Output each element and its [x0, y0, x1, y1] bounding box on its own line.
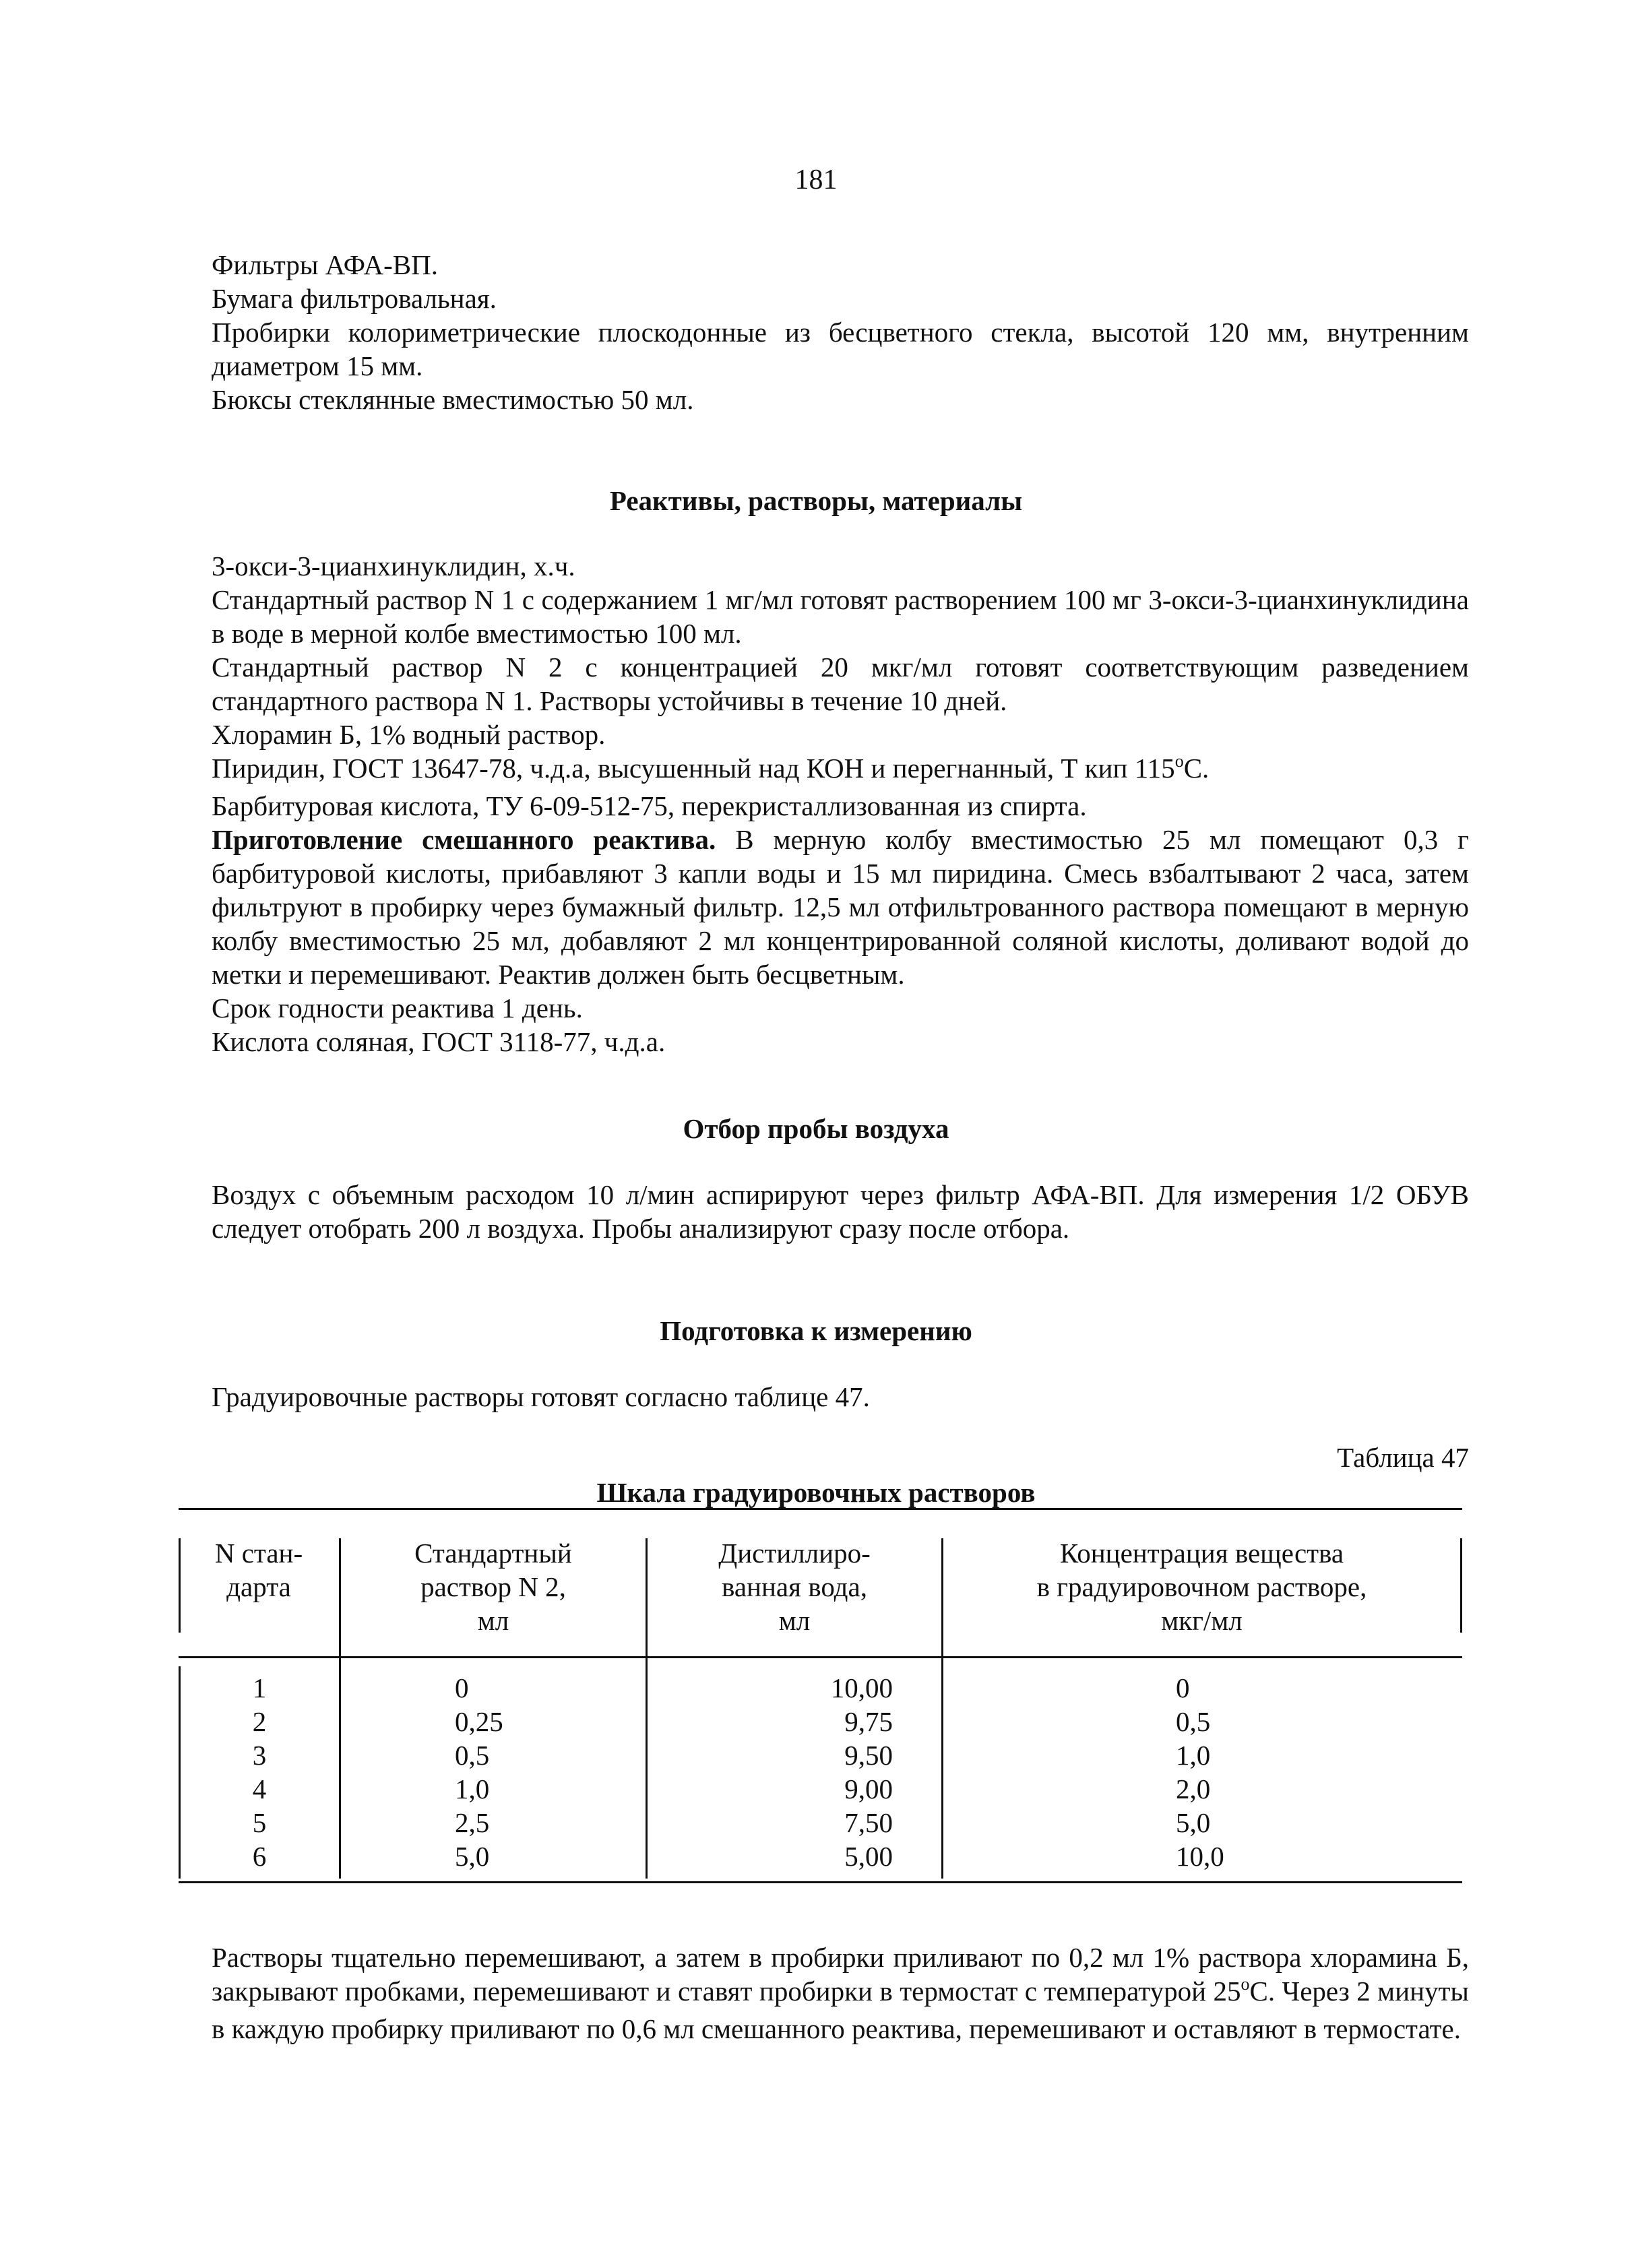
header-water: Дистиллиро- ванная вода, мл: [718, 1538, 871, 1636]
equipment-item: Бюксы стеклянные вместимостью 50 мл.: [212, 384, 694, 415]
prep-text: [212, 1380, 1469, 1414]
degree-mark: о: [1241, 1974, 1250, 1994]
section-title-sampling: Отбор пробы воздуха: [683, 1113, 949, 1144]
table-cell: 6: [252, 1841, 267, 1872]
section-title-reagents: Реактивы, растворы, материалы: [609, 485, 1023, 516]
table-top-rule: [179, 1508, 1462, 1510]
paragraph: Воздух с объемным расходом 10 л/мин аспирируют через фильтр АФА-ВП. Для измерения 1/2 ОБУВ следует отобрать 200 л воздуха. Пробы анализируют сразу после отбора.: [212, 1179, 1469, 1244]
table-cell: 4: [252, 1773, 267, 1804]
paragraph: Приготовление смешанного реактива. В мерную колбу вместимостью 25 мл помещают 0,3 г барбитуровой кислоты, прибавляют 3 капли воды и 15 мл пиридина. Смесь взбалтывают 2 часа, затем фильтруют в пробирку через бумажный фильтр. 12,5 мл отфильтрованного раствора помещают в мерную колбу вместимостью 25 мл, добавляют 2 мл концентрированной соляной кислоты, доливают водой до метки и перемешивают. Реактив должен быть бесцветным.: [212, 824, 1469, 990]
table-cell: 2,5: [455, 1807, 490, 1838]
table-cell: 1,0: [455, 1773, 490, 1804]
table-cell: 9,00: [844, 1773, 893, 1804]
equipment-item: Фильтры АФА-ВП.: [212, 249, 438, 280]
column-solution: [455, 1671, 590, 1873]
table-cell: 5,00: [844, 1841, 893, 1872]
table-cell: 0: [455, 1672, 469, 1703]
table-cell: 0,5: [1176, 1706, 1211, 1737]
paragraph: Стандартный раствор N 2 с концентрацией 20 мкг/мл готовят соответствующим разведением стандартного раствора N 1. Растворы устойчивы в течение 10 дней.: [212, 652, 1469, 716]
column-concentration: [1176, 1671, 1311, 1873]
table-cell: 0,5: [455, 1740, 490, 1771]
paragraph: Барбитуровая кислота, ТУ 6-09-512-75, перекристаллизованная из спирта.: [212, 790, 1087, 821]
table-left-border: [179, 1666, 181, 1879]
table-cell: 10,00: [830, 1672, 893, 1703]
calibration-table: [179, 1508, 1462, 1885]
table-cell: 5: [252, 1807, 267, 1838]
header-solution: Стандартный раствор N 2, мл: [414, 1538, 572, 1636]
bold-lead: Приготовление смешанного реактива.: [212, 824, 716, 855]
final-text: [212, 1941, 1469, 2046]
table-header-rule: [179, 1656, 1462, 1658]
paragraph: Кислота соляная, ГОСТ 3118-77, ч.д.а.: [212, 1026, 666, 1057]
table-cell: 1: [252, 1672, 267, 1703]
table-cell: 0: [1176, 1672, 1190, 1703]
table-cell: 5,0: [1176, 1807, 1211, 1838]
header-concentration: Концентрация вещества в градуировочном растворе, мкг/мл: [1036, 1538, 1367, 1636]
paragraph: Срок годности реактива 1 день.: [212, 993, 583, 1023]
header-standard: N стан- дарта: [214, 1538, 303, 1602]
table-cell: 3: [252, 1740, 267, 1771]
table-cell: 9,50: [844, 1740, 893, 1771]
page-number: 181: [794, 164, 838, 195]
column-water: [738, 1671, 893, 1873]
equipment-item: Бумага фильтровальная.: [212, 283, 497, 314]
table-cell: 7,50: [844, 1807, 893, 1838]
table-bottom-rule: [179, 1881, 1462, 1883]
column-standard: [219, 1671, 300, 1873]
section-title-prep: Подготовка к измерению: [660, 1315, 972, 1346]
reagents-text: [212, 549, 1469, 1059]
table-cell: 0,25: [455, 1706, 503, 1737]
sampling-text: [212, 1178, 1469, 1245]
table-cell: 5,0: [455, 1841, 490, 1872]
equipment-list: [212, 248, 1469, 416]
table-cell: 2: [252, 1706, 267, 1737]
paragraph: 3-окси-3-цианхинуклидин, х.ч.: [212, 550, 575, 581]
equipment-item: Пробирки колориметрические плоскодонные из бесцветного стекла, высотой 120 мм, внутренним диаметром 15 мм.: [212, 317, 1469, 381]
table-title: Шкала градуировочных растворов: [596, 1477, 1036, 1508]
table-cell: 1,0: [1176, 1740, 1211, 1771]
paragraph: Растворы тщательно перемешивают, а затем в пробирки приливают по 0,2 мл 1% раствора хлорамина Б, закрывают пробками, перемешивают и ставят пробирки в термостат с температурой $25^оС$. Через 2 минуты в каждую пробирку приливают по 0,6 мл смешанного реактива, перемешивают и оставляют в термостате.: [212, 1942, 1469, 2044]
paragraph: Хлорамин Б, 1% водный раствор.: [212, 719, 606, 750]
table-right-border: [1460, 1538, 1462, 1633]
table-cell: 2,0: [1176, 1773, 1211, 1804]
paragraph: Пиридин, ГОСТ 13647-78, ч.д.а, высушенный над КОН и перегнанный, Т кип $115^оС$.: [212, 751, 1210, 784]
table-cell: 10,0: [1176, 1841, 1224, 1872]
paragraph: Стандартный раствор N 1 с содержанием 1 мг/мл готовят растворением 100 мг 3-окси-3-цианхинуклидина в воде в мерной колбе вместимостью 100 мл.: [212, 584, 1469, 649]
table-number: Таблица 47: [1337, 1442, 1469, 1473]
degree-mark: о: [1174, 751, 1184, 771]
paragraph: Градуировочные растворы готовят согласно таблице 47.: [212, 1381, 870, 1412]
table-cell: 9,75: [844, 1706, 893, 1737]
